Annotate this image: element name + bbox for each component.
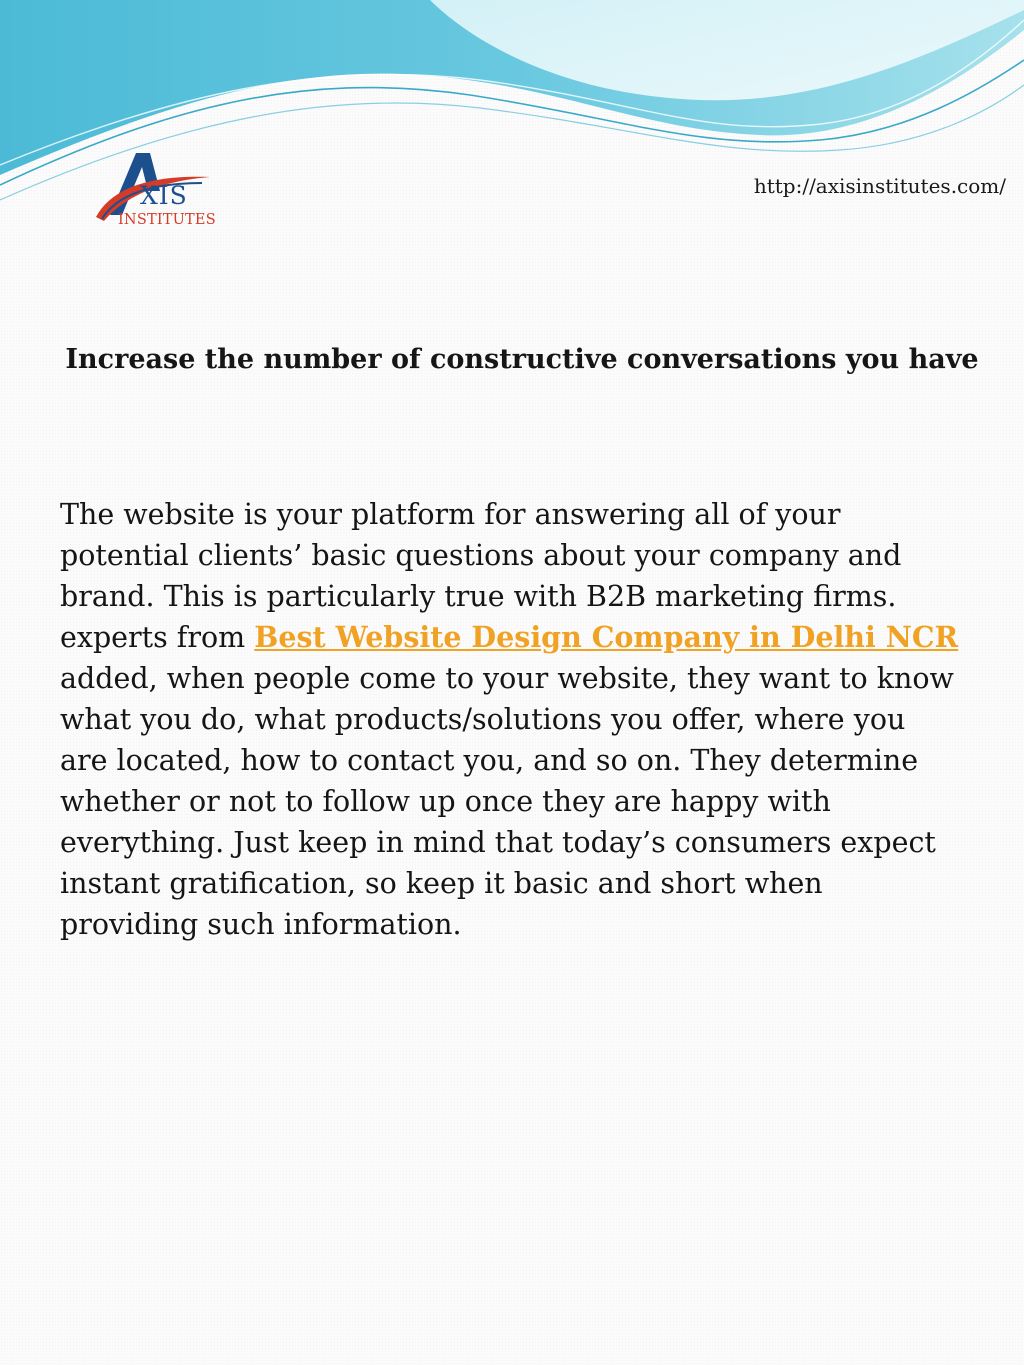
body-paragraph <box>60 494 960 945</box>
logo-subtitle: INSTITUTES <box>118 212 216 228</box>
paragraph-text-before-link: The website is your platform for answering all of your potential clients’ basic questions about your company and brand. This is particularly true with B2B marketing firms. experts from <box>60 498 902 654</box>
design-company-link[interactable]: Best Website Design Company in Delhi NCR <box>254 620 959 654</box>
website-url[interactable]: http://axisinstitutes.com/ <box>753 174 1006 198</box>
slide-heading: Increase the number of constructive conversations you have <box>65 344 979 375</box>
paragraph-text-after-link: added, when people come to your website, they want to know what you do, what products/solutions you offer, where you are located, how to contact you, and so on. They determine whether or not to follow up once they are happy with everything. Just keep in mind that today’s consumers expect instant gratification, so keep it basic and short when providing such information. <box>60 662 954 941</box>
axis-institutes-logo <box>92 147 232 233</box>
logo-text: XIS <box>140 181 188 210</box>
